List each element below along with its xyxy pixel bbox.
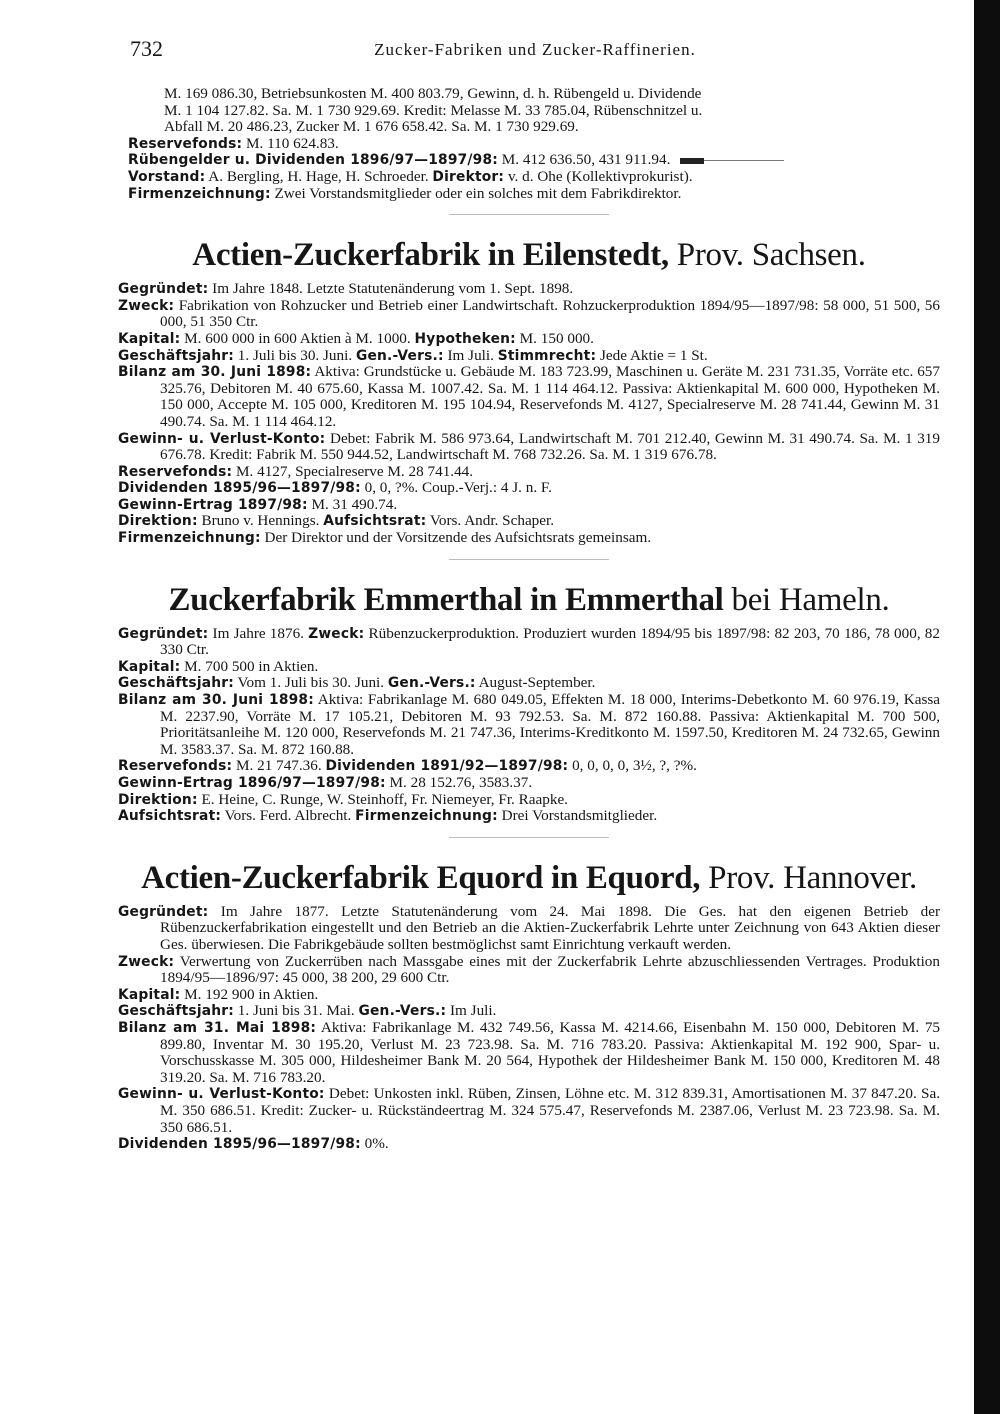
entry-label: Aufsichtsrat:: [323, 513, 427, 530]
entry-text: M. 192 900 in Aktien.: [180, 985, 319, 1003]
entry-text: August-September.: [475, 674, 596, 692]
entry-text: Aktiva: Grundstücke u. Gebäude M. 183 723.99, Maschinen u. Geräte M. 231 731.35, Vorräte etc. 657 325.76, Debitoren M. 40 675.60, Kassa M. 1007.42. Sa. M. 1 114 464.12. Passiva: Aktienkapital M. 600 000, Hypotheken M. 150 000, Accepte M. 105 000, Kreditoren M. 195 104.94, Reservefonds M. 4127, Specialreserve M. 28 741.44, Gewinn M. 31 490.74. Sa. M. 1 114 464.12.: [160, 363, 940, 430]
entry-text: Fabrikation von Rohzucker und Betrieb einer Landwirtschaft. Rohzuckerproduktion 1894/95—1897/98: 58 000, 51 500, 56 000, 51 350 Ctr.: [160, 296, 940, 331]
entry: [118, 331, 940, 348]
entry-text: M. 4127, Specialreserve M. 28 741.44.: [232, 462, 474, 480]
entry-text: M. 21 747.36.: [232, 757, 326, 775]
entry: [118, 530, 940, 547]
entry: [118, 464, 940, 481]
company-section: [118, 237, 940, 560]
entry-label: Geschäftsjahr:: [118, 675, 234, 692]
company-entries: [118, 626, 940, 825]
entry-label: Aufsichtsrat:: [118, 808, 222, 825]
entry-label: Zweck:: [118, 953, 175, 970]
company-heading: [118, 582, 940, 618]
entry-text: Drei Vorstandsmitglieder.: [497, 807, 658, 825]
entry: [118, 480, 940, 497]
entry-text: Bruno v. Hennings.: [197, 512, 324, 530]
entry-text: Vom 1. Juli bis 30. Juni.: [234, 674, 388, 692]
entry-text: E. Heine, C. Runge, W. Steinhoff, Fr. Niemeyer, Fr. Raapke.: [197, 790, 568, 808]
entry-text: Der Direktor und der Vorsitzende des Aufsichtsrats gemeinsam.: [260, 529, 652, 547]
entry: [118, 675, 940, 692]
company-location: Prov. Sachsen.: [668, 237, 866, 274]
entry-text: Im Juli.: [446, 1002, 497, 1020]
entry: [118, 431, 940, 464]
company-heading: [118, 237, 940, 273]
entry-text: Aktiva: Fabrikanlage M. 432 749.56, Kassa M. 4214.66, Eisenbahn M. 150 000, Debitoren M. 75 899.80, Inventar M. 30 195.20, Verlust M. 23 723.98. Sa. M. 716 783.20. Passiva: Aktienkapital M. 192 900, Spar- u. Vorschusskasse M. 305 000, Hildesheimer Bank M. 20 564, Hypothek der Hildesheimer Bank M. 150 000, Kreditoren M. 48 319.20. Sa. M. 716 783.20.: [160, 1018, 941, 1086]
entry: [118, 904, 940, 954]
entry-label: Bilanz am 31. Mai 1898:: [118, 1019, 317, 1036]
entry-text: Debet: Fabrik M. 586 973.64, Landwirtschaft M. 701 212.40, Gewinn M. 31 490.74. Sa. M. 1 319 676.78. Kredit: Fabrik M. 550 944.52, Landwirtschaft M. 768 732.26. Sa. M. 1 319 676.78.: [160, 429, 940, 464]
page-header: [130, 36, 940, 66]
entry-text: Aktiva: Fabrikanlage M. 680 049.05, Effekten M. 18 000, Interims-Debetkonto M. 60 976.19, Kassa M. 2237.90, Vorräte M. 17 105.21, Debitoren M. 93 792.53. Sa. M. 872 160.88. Passiva: Aktienkapital M. 700 500, Prioritätsanleihe M. 120 000, Reservefonds M. 21 747.36, Interims-Kreditkonto M. 1597.50, Kreditoren M. 24 732.65, Gewinn M. 3583.37. Sa. M. 872 160.88.: [160, 691, 941, 758]
entry-text: Verwertung von Zuckerrüben nach Massgabe eines mit der Zuckerfabrik Lehrte abzuschliessenden Vertrages. Produktion 1894/95—1896/97: 45 000, 38 200, 29 600 Ctr.: [160, 952, 940, 987]
entry-label: Gegründet:: [118, 625, 209, 642]
entry-label: Firmenzeichnung:: [118, 530, 261, 547]
company-name: Zuckerfabrik Emmerthal in Emmerthal: [168, 581, 724, 618]
entry: [118, 758, 940, 775]
entry-label: Gen.-Vers.:: [387, 675, 476, 692]
intro-firma: [118, 186, 940, 203]
company-name: Actien-Zuckerfabrik in Eilenstedt,: [192, 237, 669, 274]
value-ruebengelder: M. 412 636.50, 431 911.94.: [497, 151, 671, 169]
entry-text: 0%.: [360, 1135, 389, 1153]
value-vorstand: A. Bergling, H. Hage, H. Schroeder.: [205, 167, 429, 185]
entry: [118, 792, 940, 809]
entry-label: Reservefonds:: [118, 758, 233, 775]
entry: [118, 348, 940, 365]
value-reservefonds: M. 110 624.83.: [242, 134, 339, 152]
entry-label: Kapital:: [118, 986, 181, 1003]
entry-text: Im Jahre 1848. Letzte Statutenänderung vom 1. Sept. 1898.: [208, 280, 574, 298]
entry-text: Im Jahre 1876.: [208, 624, 309, 642]
label-vorstand: Vorstand:: [128, 168, 206, 185]
intro-block: [118, 86, 940, 215]
entry: [118, 298, 940, 331]
entry-label: Kapital:: [118, 330, 181, 347]
scan-edge-shadow: [974, 0, 1000, 1414]
entry-label: Reservefonds:: [118, 463, 233, 480]
company-heading: [118, 860, 940, 896]
entry-label: Gen.-Vers.:: [355, 347, 444, 364]
entry-label: Direktion:: [118, 513, 198, 530]
entry: [118, 513, 940, 530]
company-location: bei Hameln.: [723, 581, 890, 618]
entry-text: Jede Aktie = 1 St.: [596, 346, 708, 364]
entry: [118, 775, 940, 792]
label-reservefonds: Reservefonds:: [128, 135, 243, 152]
entry: [118, 1003, 940, 1020]
entry-label: Geschäftsjahr:: [118, 1003, 234, 1020]
intro-vorstand: [118, 169, 940, 186]
entry-label: Dividenden 1895/96—1897/98:: [118, 1136, 361, 1153]
entry-text: 1. Juli bis 30. Juni.: [234, 346, 356, 364]
entry-label: Gegründet:: [118, 281, 209, 298]
entry-label: Gen.-Vers.:: [358, 1003, 447, 1020]
entry-label: Bilanz am 30. Juni 1898:: [118, 364, 312, 381]
entry: [118, 659, 940, 676]
label-firmenzeichnung: Firmenzeichnung:: [128, 185, 271, 202]
entry-label: Dividenden 1891/92—1897/98:: [325, 758, 569, 775]
entry-label: Stimmrecht:: [497, 347, 597, 364]
company-entries: [118, 904, 940, 1153]
entry-text: Vors. Ferd. Albrecht.: [221, 807, 356, 825]
label-direktor: Direktor:: [432, 168, 505, 185]
entry-text: M. 150 000.: [515, 329, 594, 347]
dash-line: [704, 160, 784, 161]
entry-label: Gewinn-Ertrag 1896/97—1897/98:: [118, 775, 386, 791]
company-section: [118, 582, 940, 838]
value-direktor: v. d. Ohe (Kollektivprokurist).: [504, 167, 693, 185]
entry: [118, 1020, 940, 1086]
entry: [118, 364, 940, 430]
section-divider: [449, 214, 609, 215]
entry-text: M. 31 490.74.: [307, 495, 398, 513]
entry-text: Im Jahre 1877. Letzte Statutenänderung vom 24. Mai 1898. Die Ges. hat den eigenen Betrieb der Rübenzuckerfabrikation eingestellt und den Betrieb an die Aktien-Zuckerfabrik Lehrte unter Zeichnung von 643 Aktien dieser Ges. überwiesen. Die Fabrikgebäude sollten bestmöglichst samt Einrichtung verkauft werden.: [160, 902, 940, 953]
entry-label: Zweck:: [308, 625, 365, 642]
entry-text: Debet: Unkosten inkl. Rüben, Zinsen, Löhne etc. M. 312 839.31, Amortisationen M. 37 847.20. Sa. M. 350 686.51. Kredit: Zucker- u. Rückständeertrag M. 324 575.47, Reservefonds M. 2387.06, Verlust M. 23 723.98. Sa. M. 350 686.51.: [160, 1085, 940, 1136]
entry-text: Im Juli.: [443, 346, 498, 364]
intro-line-2: M. 1 104 127.82. Sa. M. 1 730 929.69. Kredit: Melasse M. 33 785.04, Rübenschnitzel u.: [164, 101, 703, 119]
entry-text: 0, 0, ?%. Coup.-Verj.: 4 J. n. F.: [360, 479, 552, 497]
entry-label: Direktion:: [118, 791, 198, 808]
entry-label: Kapital:: [118, 658, 181, 675]
entry-text: M. 600 000 in 600 Aktien à M. 1000.: [180, 329, 415, 347]
entry-text: M. 700 500 in Aktien.: [180, 657, 319, 675]
entry-text: Vors. Andr. Schaper.: [426, 512, 555, 530]
entry-label: Bilanz am 30. Juni 1898:: [118, 692, 314, 709]
intro-rueben: [118, 152, 940, 169]
entry-label: Gegründet:: [118, 903, 209, 920]
ink-smudge: [680, 158, 704, 164]
entry-text: M. 28 152.76, 3583.37.: [385, 774, 533, 791]
entry: [118, 987, 940, 1004]
entry-label: Geschäftsjahr:: [118, 347, 234, 364]
value-firmenzeichnung: Zwei Vorstandsmitglieder oder ein solches mit dem Fabrikdirektor.: [270, 184, 682, 202]
intro-line-3: Abfall M. 20 486.23, Zucker M. 1 676 658.42. Sa. M. 1 730 929.69.: [164, 118, 579, 136]
company-section: [118, 860, 940, 1153]
entry-label: Dividenden 1895/96—1897/98:: [118, 480, 361, 497]
entry-label: Gewinn-Ertrag 1897/98:: [118, 496, 308, 513]
entry: [118, 626, 940, 659]
company-entries: [118, 281, 940, 547]
page-number: 732: [130, 36, 163, 61]
running-title: Zucker-Fabriken und Zucker-Raffinerien.: [374, 40, 696, 59]
entry-label: Gewinn- u. Verlust-Konto:: [118, 430, 326, 447]
intro-reserve: [118, 136, 940, 153]
entry-text: 1. Juni bis 31. Mai.: [234, 1002, 359, 1020]
entry: [118, 1086, 940, 1136]
section-divider: [449, 837, 609, 838]
section-divider: [449, 559, 609, 560]
company-name: Actien-Zuckerfabrik Equord in Equord,: [141, 859, 701, 896]
company-location: Prov. Hannover.: [700, 859, 917, 896]
entry-text: 0, 0, 0, 0, 3½, ?, ?%.: [568, 757, 697, 775]
entry-label: Zweck:: [118, 297, 175, 314]
entry-label: Firmenzeichnung:: [355, 808, 498, 825]
page-body: [118, 86, 940, 1153]
intro-line-1: M. 169 086.30, Betriebsunkosten M. 400 803.79, Gewinn, d. h. Rübengeld u. Dividende: [164, 85, 702, 102]
entry: [118, 1136, 940, 1153]
entry: [118, 692, 940, 758]
entry: [118, 954, 940, 987]
label-ruebengelder: Rübengelder u. Dividenden 1896/97—1897/98:: [128, 152, 498, 169]
entry-label: Hypotheken:: [414, 330, 516, 347]
entry-label: Gewinn- u. Verlust-Konto:: [118, 1086, 325, 1103]
entry: [118, 497, 940, 514]
entry-text: Rübenzuckerproduktion. Produziert wurden 1894/95 bis 1897/98: 82 203, 70 186, 78 000, 82 330 Ctr.: [160, 624, 940, 659]
entry: [118, 808, 940, 825]
entry: [118, 281, 940, 298]
